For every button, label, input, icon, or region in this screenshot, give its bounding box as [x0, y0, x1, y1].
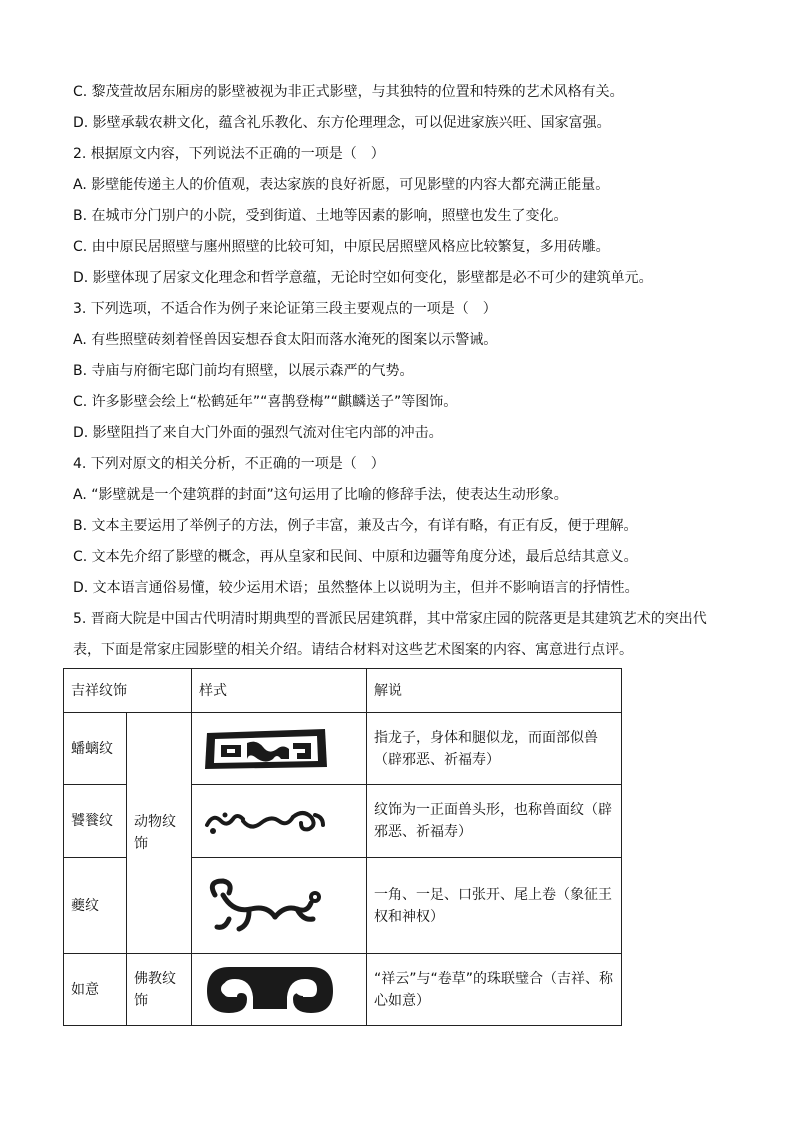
option-c-q3: C. 许多影壁会绘上“松鹤延年”“喜鹊登梅”“麒麟送子”等图饰。	[73, 394, 458, 410]
header-explanation: 解说	[367, 669, 622, 713]
pattern-category: 动物纹饰	[127, 713, 192, 954]
question-5: 5. 晋商大院是中国古代明清时期典型的晋派民居建筑群，其中常家庄园的院落更是其建筑艺术的突出代表，下面是常家庄园影壁的相关介绍。请结合材料对这些艺术图案的内容、寓意进行点评。	[73, 611, 707, 658]
question-4: 4. 下列对原文的相关分析，不正确的一项是（ ）	[73, 456, 385, 472]
question-3: 3. 下列选项，不适合作为例子来论证第三段主要观点的一项是（ ）	[73, 301, 497, 317]
ruyi-pattern-icon	[192, 954, 367, 1026]
pattern-table	[63, 668, 622, 1026]
option-b-q2: B. 在城市分门别户的小院，受到街道、土地等因素的影响，照壁也发生了变化。	[73, 208, 568, 224]
option-d-q1: D. 影壁承载农耕文化，蕴含礼乐教化、东方伦理理念，可以促进家族兴旺、国家富强。	[73, 115, 611, 131]
pattern-name: 饕餮纹	[64, 785, 127, 858]
question-2: 2. 根据原文内容，下列说法不正确的一项是（ ）	[73, 146, 385, 162]
kui-dragon-pattern-icon	[192, 858, 367, 954]
option-d-q4: D. 文本语言通俗易懂，较少运用术语；虽然整体上以说明为主，但并不影响语言的抒情性。	[73, 580, 639, 596]
pattern-description: 纹饰为一正面兽头形，也称兽面纹（辟邪恶、祈福寿）	[367, 785, 622, 858]
option-b-q4: B. 文本主要运用了举例子的方法，例子丰富，兼及古今，有详有略，有正有反，便于理解。	[73, 518, 638, 534]
option-c-q2: C. 由中原民居照壁与廛州照壁的比较可知，中原民居照壁风格应比较繁复，多用砖雕。	[73, 239, 610, 255]
table-header-row	[64, 669, 622, 713]
pattern-description: 指龙子，身体和腿似龙，而面部似兽（辟邪恶、祈福寿）	[367, 713, 622, 785]
chi-dragon-pattern-icon	[192, 713, 367, 785]
option-a-q3: A. 有些照壁砖刻着怪兽因妄想吞食太阳而落水淹死的图案以示警诫。	[73, 332, 498, 348]
option-c-q1: C. 黎茂萱故居东厢房的影壁被视为非正式影壁，与其独特的位置和特殊的艺术风格有关。	[73, 84, 624, 100]
pattern-category: 佛教纹饰	[127, 954, 192, 1026]
pattern-name: 夔纹	[64, 858, 127, 954]
taotie-pattern-icon	[192, 785, 367, 858]
option-a-q2: A. 影壁能传递主人的价值观，表达家族的良好祈愿，可见影壁的内容大都充满正能量。	[73, 177, 610, 193]
pattern-name: 如意	[64, 954, 127, 1026]
header-style: 样式	[192, 669, 367, 713]
option-b-q3: B. 寺庙与府衙宅邸门前均有照壁，以展示森严的气势。	[73, 363, 414, 379]
table-row	[64, 954, 622, 1026]
pattern-name: 蟠螭纹	[64, 713, 127, 785]
option-d-q3: D. 影壁阻挡了来自大门外面的强烈气流对住宅内部的冲击。	[73, 425, 443, 441]
option-d-q2: D. 影壁体现了居家文化理念和哲学意蕴，无论时空如何变化，影壁都是必不可少的建筑单元。	[73, 270, 653, 286]
pattern-description: 一角、一足、口张开、尾上卷（象征王权和神权）	[367, 858, 622, 954]
option-a-q4: A. “影壁就是一个建筑群的封面”这句运用了比喻的修辞手法，使表达生动形象。	[73, 487, 568, 503]
pattern-description: “祥云”与“卷草”的珠联璧合（吉祥、称心如意）	[367, 954, 622, 1026]
header-pattern: 吉祥纹饰	[64, 669, 192, 713]
table-row	[64, 713, 622, 785]
option-c-q4: C. 文本先介绍了影壁的概念，再从皇家和民间、中原和边疆等角度分述，最后总结其意义。	[73, 549, 638, 565]
